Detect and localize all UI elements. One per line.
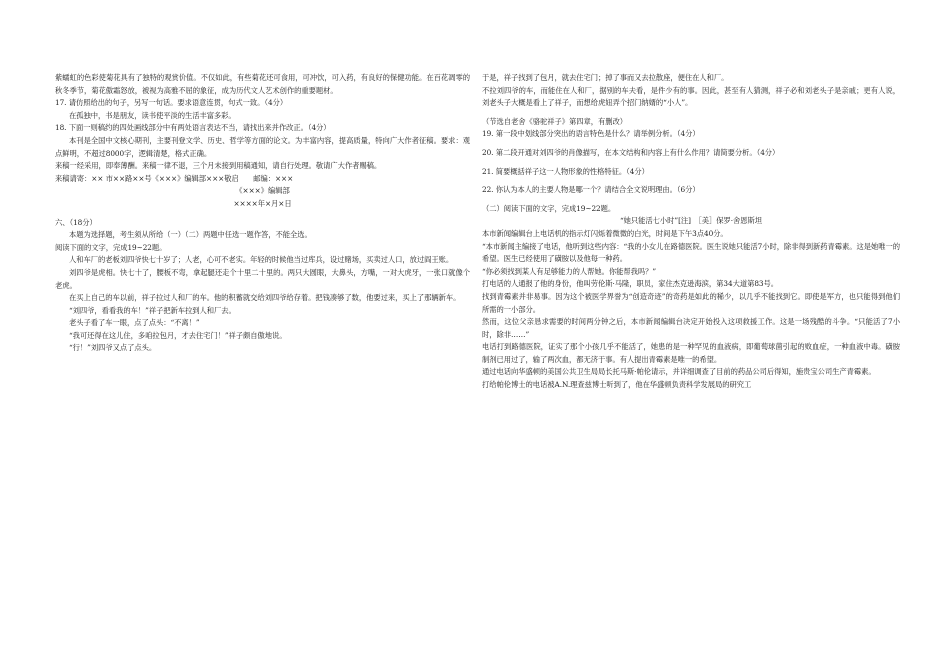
- reading-instruction-2: （二）阅读下面的文字，完成19~22题。: [482, 203, 616, 213]
- right-column: [482, 72, 900, 392]
- dialogue-line: “行！”刘四爷又点了点头。: [69, 343, 157, 353]
- passage-paragraph: 刘四爷是虎相。快七十了，腰板不弯，拿起腿还走个十里二十里的。两只大圆眼，大鼻头，方嘴，一对大虎牙，一张口就像个老虎。: [55, 267, 470, 290]
- section-heading: 六、（18分）: [55, 217, 97, 227]
- dialogue-line: “刘四爷，看看我的车！”祥子把新车拉到人和厂去。: [69, 305, 236, 315]
- source-note: （节选自老舍《骆驼祥子》第四章，有删改）: [482, 116, 627, 126]
- question-22: 22. 你认为本人的主要人物是哪一个？请结合全文说明理由。（6分）: [482, 185, 700, 195]
- article-paragraph: 打给帕伦博士的电话被A.N.理查兹博士听到了，他在华盛顿负责科学发展局的研究工: [482, 380, 752, 390]
- notice-signature: 《×××》编辑部: [235, 186, 290, 196]
- reading-instruction: 阅读下面的文字，完成19~22题。: [55, 242, 167, 252]
- question-18: 18. 下面一则稿约的四处画线部分中有两处语言表达不当，请找出来并作改正。（4分）: [55, 123, 331, 133]
- article-title: “她只能活七小时”[注] ［美］保罗·舍恩斯坦: [619, 216, 763, 226]
- article-paragraph: 电话打到路德医院，证实了那个小孩几乎不能活了，她患的是一种罕见的血液病，即葡萄球菌引起的败血症，一种血液中毒。磺胺制剂已用过了，输了两次血，都无济于事。有人提出青霉素是唯一的希望。: [482, 342, 900, 364]
- section-instruction: 本题为选择题，考生须从所给（一）（二）两题中任选一题作答，不能全选。: [69, 230, 312, 240]
- article-paragraph: “你必须找到某人有足够能力的人帮她。你能帮我吗？”: [482, 266, 657, 276]
- passage-paragraph: 人和车厂的老板刘四爷快七十岁了；人老，心可不老实。年轻的时候他当过库兵，设过赌场，买卖过人口，放过阎王账。: [69, 255, 454, 265]
- question-19: 19. 第一段中划线部分突出的语言特色是什么？请举例分析。（4分）: [482, 129, 700, 139]
- article-paragraph: 然而，这位父亲恳求需要的时间两分钟之后，本市新闻编辑台决定开始投入这项救援工作。这是一场残酷的斗争。“只能活了7小时，除非……”: [482, 317, 900, 339]
- passage-paragraph: 在买上自己的车以前，祥子拉过人和厂的车。他的积蓄就交给刘四爷给存着。把钱凑够了数，他要过来，买上了那辆新车。: [69, 293, 461, 303]
- left-column: [55, 72, 470, 355]
- notice-date: ××××年×月×日: [233, 198, 292, 208]
- passage-paragraph: 不拉刘四爷的车，而能住在人和厂，据别的车夫看，是件少有的事。因此，甚至有人猜测，祥子必和刘老头子是亲戚；更有人说，刘老头子大概是看上了祥子，而想给虎妞弄个招门纳婿的“小人”。: [482, 85, 900, 108]
- example-sentence: 在孤独中，书是朋友，读书使平淡的生活丰富多彩。: [69, 110, 236, 120]
- article-paragraph: “本市新闻主编接了电话，他听到这些内容：“我的小女儿在路德医院。医生说她只能活7小时，除非得到新药青霉素。这是她唯一的希望。医生已经使用了磺胺以及他每一种药。: [482, 241, 900, 264]
- notice-address: 来稿请寄：×× 市××路××号《×××》编辑部×××敬启 邮编：×××: [55, 173, 294, 183]
- question-20: 20. 第二段开通对刘四爷的肖像描写，在本文结构和内容上有什么作用？请简要分析。（4分）: [482, 147, 780, 157]
- article-paragraph: 找到青霉素并非易事。因为这个被医学界誉为“创造奇迹”的奇药是如此的稀少，以几乎不能找到它。即使是军方，也只能得到他们所需的一小部分。: [482, 291, 900, 314]
- article-paragraph: 通过电话向华盛顿的美国公共卫生局局长托马斯·帕伦请示，并详细调查了目前的药品公司后得知，施贵宝公司生产青霉素。: [482, 367, 876, 377]
- notice-paragraph: 本刊是全国中文核心期刊，主要刊登文学、历史、哲学等方面的论文。为丰富内容，提高质量，特向广大作者征稿。要求：观点鲜明，不超过8000字，逻辑清楚，格式正确。: [55, 135, 470, 158]
- notice-paragraph-2: 来稿一经采用，即奉薄酬。来稿一律不退，三个月未接到用稿通知，请自行处理。敬请广大作者赐稿。: [55, 161, 382, 171]
- question-21: 21. 简要概括祥子这一人物形象的性格特征。（4分）: [482, 166, 649, 176]
- dialogue-line: 老头子看了车一眼，点了点头：“不离！”: [69, 318, 200, 328]
- article-paragraph: 打电话的人通报了他的身份，他叫劳伦斯·马隆，职员，家住杰克逊海滨，第34大道第83号。: [482, 279, 779, 289]
- passage-paragraph: 于是，祥子找到了包月，就去住宅门；掉了事而又去拉散座，便住在人和厂。: [482, 73, 729, 82]
- question-17: 17. 请仿照给出的句子，另写一句话。要求语意连贯，句式一致。（4分）: [55, 98, 288, 108]
- text-line: 紫蠕虹的色彩使菊花具有了独特的观赏价值。不仅如此，有些菊花还可食用，可冲饮，可入药，有良好的保健功能。在百花凋零的秋冬季节，菊花傲霜怒放，被视为高雅不屈的象征，成为历代文人艺术创作的重要题材。: [55, 73, 470, 95]
- article-paragraph: 本市新闻编辑台上电话机的指示灯闪烁着微微的白光，时间是下午3点40分。: [482, 228, 728, 238]
- dialogue-line: “我可还得在这儿住，多咱拉包月，才去住宅门！”祥子颇自傲地说。: [69, 330, 287, 340]
